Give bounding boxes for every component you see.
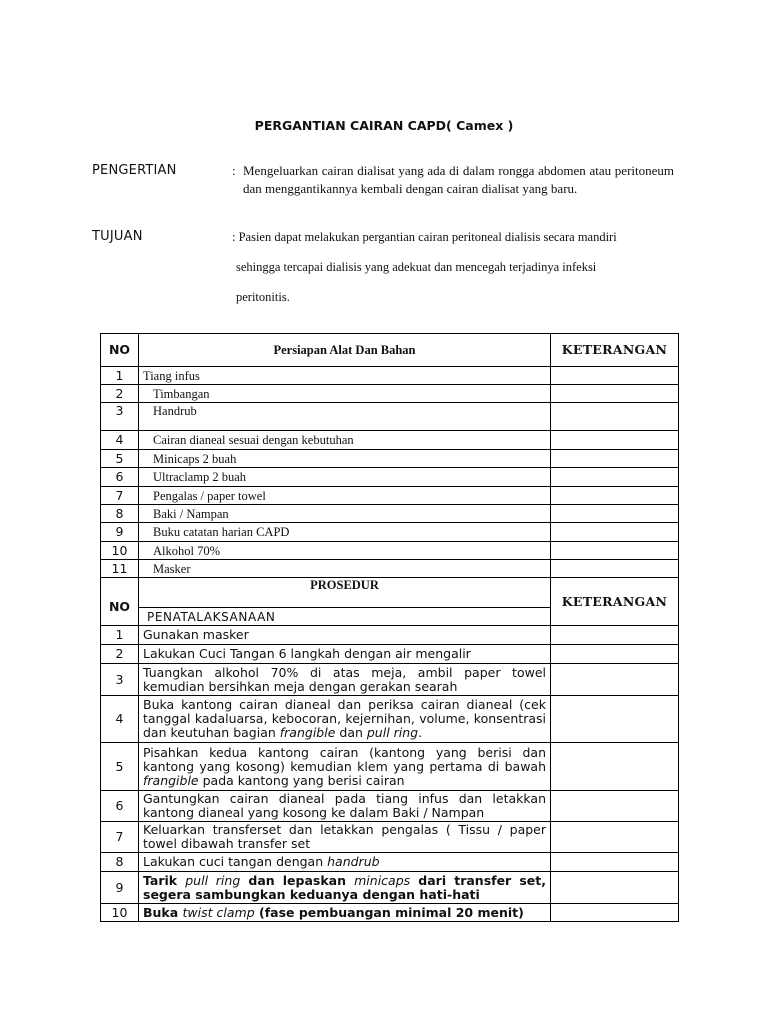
pengertian-label: PENGERTIAN	[92, 163, 177, 178]
row-no: 10	[101, 542, 139, 560]
table-row	[101, 626, 679, 645]
row-keterangan	[551, 542, 679, 560]
penatalaksanaan-cell	[139, 608, 551, 626]
capd-table	[100, 333, 679, 922]
prosedur-title: PROSEDUR	[310, 578, 379, 592]
row-no: 4	[101, 431, 139, 450]
step-no: 1	[101, 626, 139, 645]
step-text: Buka twist clamp (fase pembuangan minimal 20 menit)	[139, 904, 551, 922]
row-item: Buku catatan harian CAPD	[139, 523, 551, 542]
step-text: Gantungkan cairan dianeal pada tiang infus dan letakkan kantong dianeal yang kosong ke dalam Baki / Nampan	[139, 791, 551, 822]
row-no: 1	[101, 367, 139, 385]
row-item: Handrub	[139, 403, 551, 431]
step-text: Lakukan Cuci Tangan 6 langkah dengan air mengalir	[139, 645, 551, 664]
step-keterangan	[551, 645, 679, 664]
table-row	[101, 523, 679, 542]
prosedur-header-no: NO	[101, 578, 139, 626]
row-keterangan	[551, 385, 679, 403]
step-no: 8	[101, 853, 139, 872]
table-row	[101, 853, 679, 872]
table-row	[101, 450, 679, 468]
table-row	[101, 542, 679, 560]
step-text: Gunakan masker	[139, 626, 551, 645]
table-row	[101, 468, 679, 487]
row-item: Baki / Nampan	[139, 505, 551, 523]
page-title: PERGANTIAN CAIRAN CAPD( Camex )	[254, 118, 514, 133]
table-row	[101, 872, 679, 904]
prosedur-title-cell	[139, 578, 551, 608]
row-item: Tiang infus	[139, 367, 551, 385]
step-keterangan	[551, 743, 679, 791]
row-item: Pengalas / paper towel	[139, 487, 551, 505]
step-no: 4	[101, 696, 139, 743]
step-keterangan	[551, 904, 679, 922]
step-no: 3	[101, 664, 139, 696]
step-no: 2	[101, 645, 139, 664]
step-keterangan	[551, 696, 679, 743]
tujuan-line-1: : Pasien dapat melakukan pergantian cairan peritoneal dialisis secara mandiri	[232, 230, 617, 244]
penatalaksanaan-heading: PENATALAKSANAAN	[147, 609, 276, 624]
row-item: Alkohol 70%	[139, 542, 551, 560]
row-item: Timbangan	[139, 385, 551, 403]
tujuan-label: TUJUAN	[92, 229, 143, 244]
row-no: 11	[101, 560, 139, 578]
table-row	[101, 904, 679, 922]
header-persiapan: Persiapan Alat Dan Bahan	[139, 334, 551, 367]
step-text: Tuangkan alkohol 70% di atas meja, ambil paper towel kemudian bersihkan meja dengan gerakan searah	[139, 664, 551, 696]
row-no: 7	[101, 487, 139, 505]
row-keterangan	[551, 450, 679, 468]
table-row	[101, 505, 679, 523]
row-no: 5	[101, 450, 139, 468]
row-item: Masker	[139, 560, 551, 578]
header-keterangan: KETERANGAN	[551, 334, 679, 367]
row-keterangan	[551, 403, 679, 431]
table-row	[101, 743, 679, 791]
row-keterangan	[551, 560, 679, 578]
step-no: 6	[101, 791, 139, 822]
row-keterangan	[551, 505, 679, 523]
step-no: 10	[101, 904, 139, 922]
step-no: 9	[101, 872, 139, 904]
row-no: 9	[101, 523, 139, 542]
table-row	[101, 664, 679, 696]
table-row	[101, 791, 679, 822]
table-row	[101, 403, 679, 431]
step-text: Keluarkan transferset dan letakkan pengalas ( Tissu / paper towel dibawah transfer set	[139, 822, 551, 853]
row-no: 2	[101, 385, 139, 403]
step-text: Buka kantong cairan dianeal dan periksa cairan dianeal (cek tanggal kadaluarsa, kebocoran, kejernihan, volume, konsentrasi dan keutuhan bagian frangible dan pull ring.	[139, 696, 551, 743]
row-keterangan	[551, 523, 679, 542]
prosedur-header-keterangan: KETERANGAN	[551, 578, 679, 626]
table-row	[101, 645, 679, 664]
table-row	[101, 696, 679, 743]
row-keterangan	[551, 468, 679, 487]
row-no: 8	[101, 505, 139, 523]
step-keterangan	[551, 664, 679, 696]
row-keterangan	[551, 487, 679, 505]
pengertian-text: Mengeluarkan cairan dialisat yang ada di dalam rongga abdomen atau peritoneum dan menggantikannya kembali dengan cairan dialisat yang baru.	[243, 163, 674, 196]
row-item: Minicaps 2 buah	[139, 450, 551, 468]
header-no: NO	[101, 334, 139, 367]
row-no: 6	[101, 468, 139, 487]
step-keterangan	[551, 822, 679, 853]
tujuan-line-2: sehingga tercapai dialisis yang adekuat dan mencegah terjadinya infeksi	[236, 260, 597, 274]
row-no: 3	[101, 403, 139, 431]
step-text: Lakukan cuci tangan dengan handrub	[139, 853, 551, 872]
step-keterangan	[551, 853, 679, 872]
table-row	[101, 560, 679, 578]
table-row	[101, 487, 679, 505]
row-keterangan	[551, 431, 679, 450]
step-text: Pisahkan kedua kantong cairan (kantong yang berisi dan kantong yang kosong) kemudian klem yang pertama di bawah frangible pada kantong yang berisi cairan	[139, 743, 551, 791]
prosedur-header-row	[101, 578, 679, 608]
pengertian-colon: :	[232, 163, 236, 178]
step-no: 7	[101, 822, 139, 853]
step-keterangan	[551, 791, 679, 822]
table-row	[101, 822, 679, 853]
table-row	[101, 385, 679, 403]
row-item: Cairan dianeal sesuai dengan kebutuhan	[139, 431, 551, 450]
row-item: Ultraclamp 2 buah	[139, 468, 551, 487]
table-row	[101, 367, 679, 385]
table-header-row	[101, 334, 679, 367]
step-no: 5	[101, 743, 139, 791]
step-keterangan	[551, 626, 679, 645]
step-text: Tarik pull ring dan lepaskan minicaps dari transfer set, segera sambungkan keduanya dengan hati-hati	[139, 872, 551, 904]
tujuan-line-3: peritonitis.	[236, 290, 290, 304]
row-keterangan	[551, 367, 679, 385]
step-keterangan	[551, 872, 679, 904]
table-row	[101, 431, 679, 450]
